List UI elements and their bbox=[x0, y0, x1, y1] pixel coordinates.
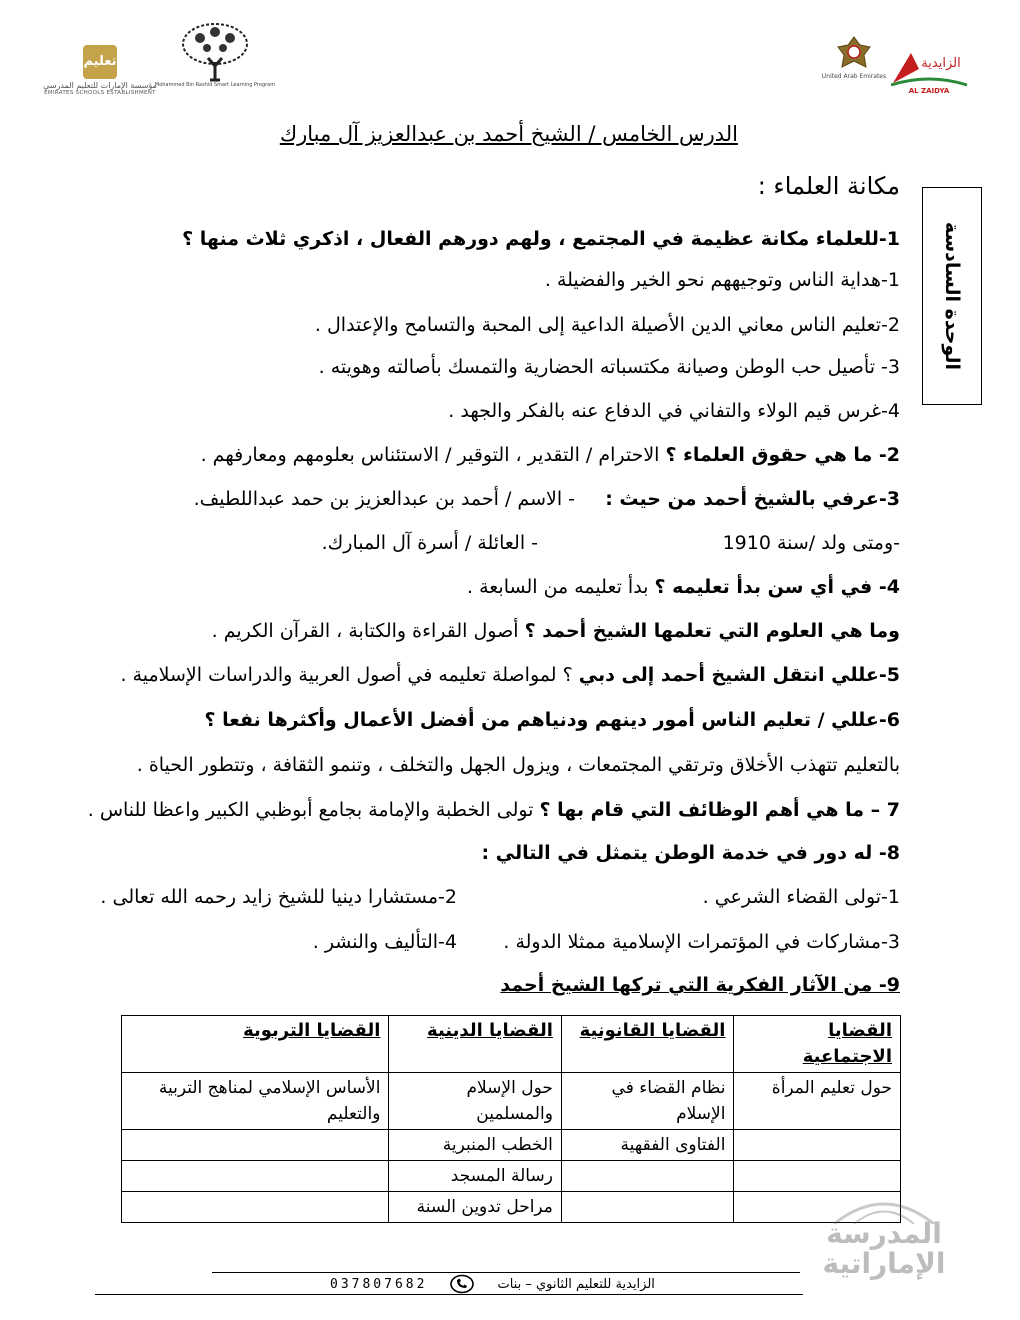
footer-contact bbox=[330, 1274, 750, 1294]
intellectual-works-table bbox=[121, 1015, 901, 1223]
question-7-answer: تولى الخطبة والإمامة بجامع أبوظبي الكبير واعظا للناس . bbox=[87, 799, 534, 821]
table-header: القضايا الاجتماعية bbox=[734, 1016, 901, 1073]
al-zaidya-logo bbox=[886, 40, 972, 98]
question-4b-answer: أصول القراءة والكتابة ، القرآن الكريم . bbox=[211, 620, 519, 642]
table-cell bbox=[734, 1161, 901, 1192]
footer-school-name: الزايدية للتعليم الثانوي – بنات bbox=[497, 1276, 655, 1292]
table-cell bbox=[734, 1130, 901, 1161]
falcon-emblem-icon bbox=[834, 33, 874, 73]
table-cell bbox=[122, 1130, 389, 1161]
al-zaidya-en: AL ZAIDYA bbox=[908, 87, 950, 95]
table-cell: حول تعليم المرأة bbox=[734, 1073, 901, 1130]
question-8: 8- له دور في خدمة الوطن يتمثل في التالي : bbox=[481, 842, 900, 864]
phone-icon bbox=[449, 1274, 475, 1294]
answer-8-3: 3-مشاركات في المؤتمرات الإسلامية ممثلا الدولة . bbox=[503, 931, 900, 953]
footer-top-line bbox=[212, 1272, 800, 1273]
question-2 bbox=[60, 440, 900, 470]
table-cell bbox=[122, 1192, 389, 1223]
answer-8-4: 4-التأليف والنشر . bbox=[312, 931, 457, 953]
table-row bbox=[122, 1130, 901, 1161]
question-7-label: 7 – ما هي أهم الوظائف التي قام بها ؟ bbox=[539, 799, 900, 821]
tree-icon bbox=[180, 22, 250, 82]
table-header-row bbox=[122, 1016, 901, 1073]
table-cell: الأساس الإسلامي لمناهج التربية والتعليم bbox=[122, 1073, 389, 1130]
answer-6: بالتعليم تتهذب الأخلاق وترتقي المجتمعات ، ويزول الجهل والتخلف ، وتنمو الثقافة ، وتتطور الحياة . bbox=[136, 754, 900, 776]
question-5 bbox=[60, 660, 900, 690]
answer-1-1: 1-هداية الناس وتوجيههم نحو الخير والفضيلة . bbox=[544, 269, 900, 291]
answer-1-3: 3- تأصيل حب الوطن وصيانة مكتسباته الحضارية والتمسك بأصالته وهويته . bbox=[318, 356, 900, 378]
table-row bbox=[122, 1073, 901, 1130]
zaidya-swoosh-icon bbox=[889, 43, 969, 87]
table-cell: مراحل تدوين السنة bbox=[389, 1192, 561, 1223]
question-4b bbox=[60, 616, 900, 646]
ese-arabic-name: مؤسسة الإمارات للتعليم المدرسي bbox=[43, 80, 157, 90]
question-4-label: 4- في أي سن بدأ تعليمه ؟ bbox=[654, 576, 900, 598]
lesson-title: الدرس الخامس / الشيخ أحمد بن عبدالعزيز آل مبارك bbox=[279, 122, 738, 146]
watermark-line-2: الإماراتية bbox=[822, 1247, 946, 1280]
taaleem-logo-mark: تعليم bbox=[83, 45, 117, 79]
table-cell: رسالة المسجد bbox=[389, 1161, 561, 1192]
table-header: القضايا القانونية bbox=[561, 1016, 734, 1073]
question-5-answer: ؟ لمواصلة تعليمه في أصول العربية والدراسات الإسلامية . bbox=[120, 664, 573, 686]
section-heading: مكانة العلماء : bbox=[757, 172, 900, 200]
answer-8-2: 2-مستشارا دينيا للشيخ زايد رحمه الله تعالى . bbox=[100, 886, 457, 908]
table-header: القضايا التربوية bbox=[122, 1016, 389, 1073]
footer-phone: 037807682 bbox=[330, 1276, 428, 1292]
smart-learning-logo bbox=[154, 14, 276, 96]
unit-label: الوحدة السادسة bbox=[941, 221, 964, 371]
arch-ornament-icon bbox=[824, 1194, 944, 1224]
answer-1-4: 4-غرس قيم الولاء والتفاني في الدفاع عنه بالفكر والجهد . bbox=[448, 400, 900, 422]
question-6: 6-عللي / تعليم الناس أمور دينهم ودنياهم من أفضل الأعمال وأكثرها نفعا ؟ bbox=[204, 709, 900, 731]
uae-emblem bbox=[821, 28, 887, 84]
table-cell: الفتاوى الفقهية bbox=[561, 1130, 734, 1161]
smart-learning-text: Mohammed Bin Rashid Smart Learning Program bbox=[154, 82, 276, 88]
question-4b-label: وما هي العلوم التي تعلمها الشيخ أحمد ؟ bbox=[524, 620, 900, 642]
question-3-name: - الاسم / أحمد بن عبدالعزيز بن حمد عبداللطيف. bbox=[193, 488, 575, 510]
table-cell bbox=[122, 1161, 389, 1192]
question-2-answer: الاحترام / التقدير ، التوقير / الاستئناس بعلومهم ومعارفهم . bbox=[200, 444, 660, 466]
question-2-label: 2- ما هي حقوق العلماء ؟ bbox=[665, 444, 900, 466]
question-9: 9- من الآثار الفكرية التي تركها الشيخ أحمد bbox=[500, 974, 900, 996]
table-cell bbox=[561, 1161, 734, 1192]
uae-emblem-text: United Arab Emirates bbox=[821, 72, 887, 80]
svg-text:الزايدية: الزايدية bbox=[921, 56, 961, 71]
table-row bbox=[122, 1192, 901, 1223]
table-header: القضايا الدينية bbox=[389, 1016, 561, 1073]
answer-1-2: 2-تعليم الناس معاني الدين الأصيلة الداعية إلى المحبة والتسامح والإعتدال . bbox=[314, 314, 900, 336]
question-3 bbox=[60, 484, 900, 514]
question-4-answer: بدأ تعليمه من السابعة . bbox=[467, 576, 649, 598]
table-cell bbox=[561, 1192, 734, 1223]
watermark-line-1: المدرسة bbox=[826, 1217, 942, 1250]
question-1: 1-للعلماء مكانة عظيمة في المجتمع ، ولهم دورهم الفعال ، اذكري ثلاث منها ؟ bbox=[182, 228, 900, 250]
emirati-school-watermark bbox=[796, 1194, 972, 1290]
ese-english-name: EMIRATES SCHOOLS ESTABLISHMENT bbox=[44, 89, 156, 96]
table-cell: الخطب المنبرية bbox=[389, 1130, 561, 1161]
question-4 bbox=[60, 572, 900, 602]
footer-bottom-line bbox=[95, 1294, 803, 1295]
question-3-birth: -ومتى ولد /سنة 1910 bbox=[722, 532, 900, 554]
table-row bbox=[122, 1161, 901, 1192]
unit-box bbox=[922, 187, 982, 405]
question-3-family: - العائلة / أسرة آل المبارك. bbox=[321, 532, 538, 554]
question-7 bbox=[60, 795, 900, 825]
table-cell: نظام القضاء في الإسلام bbox=[561, 1073, 734, 1130]
question-5-label: 5-عللي انتقل الشيخ أحمد إلى دبي bbox=[578, 664, 900, 686]
table-cell: حول الإسلام والمسلمين bbox=[389, 1073, 561, 1130]
emirates-schools-logo bbox=[40, 40, 160, 100]
question-3-label: 3-عرفي بالشيخ أحمد من حيث : bbox=[605, 488, 900, 510]
answer-8-1: 1-تولى القضاء الشرعي . bbox=[702, 886, 900, 908]
